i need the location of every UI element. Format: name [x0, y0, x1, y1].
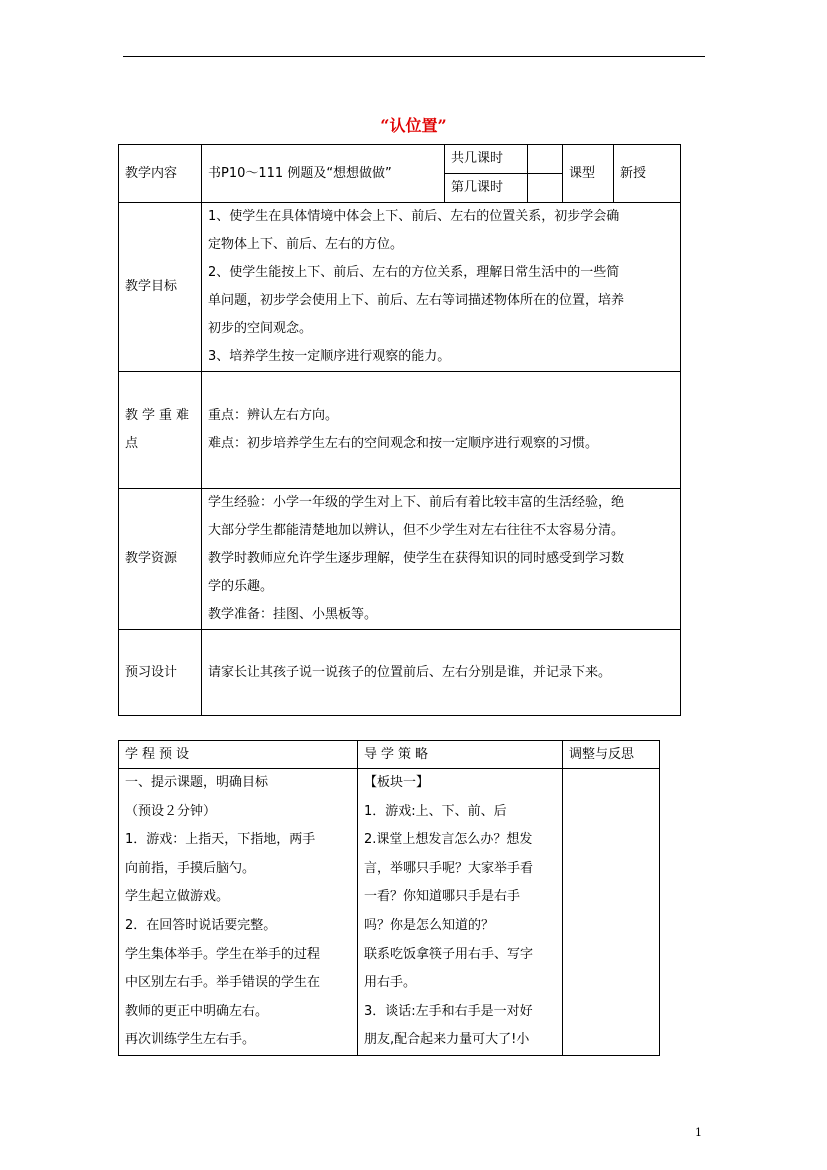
strategy-line: 3．谈话:左手和右手是一对好	[364, 1003, 533, 1019]
lesson-info-table	[118, 144, 681, 716]
type-value: 新授	[614, 145, 681, 203]
goals-line: 定物体上下、前后、左右的方位。	[208, 237, 404, 252]
resources-line: 教学准备：挂图、小黑板等。	[208, 607, 378, 622]
goals-line: 单问题，初步学会使用上下、前后、左右等词描述物体所在的位置，培养	[208, 293, 625, 308]
strategy-line: 联系吃饭拿筷子用右手、写字	[364, 946, 534, 962]
resources-line: 学生经验：小学一年级的学生对上下、前后有着比较丰富的生活经验，绝	[208, 495, 625, 510]
content-label: 教学内容	[119, 145, 202, 203]
learning-plan-cell	[119, 769, 358, 1056]
goals-line: 1、使学生在具体情境中体会上下、前后、左右的位置关系，初步学会确	[208, 209, 620, 224]
type-label: 课型	[563, 145, 614, 203]
page-number: 1	[695, 1126, 702, 1139]
total-hours-value	[528, 145, 563, 174]
resources-line: 教学时教师应允许学生逐步理解，使学生在获得知识的同时感受到学习数	[208, 551, 625, 566]
plan-line: 再次训练学生左右手。	[125, 1032, 256, 1048]
goals-text	[202, 203, 681, 372]
plan-line: 学生起立做游戏。	[125, 889, 230, 905]
page-title: “认位置”	[380, 116, 447, 135]
plan-line: 学生集体举手。学生在举手的过程	[125, 946, 321, 962]
total-hours-label: 共几课时	[445, 145, 528, 174]
header-rule	[123, 56, 705, 57]
preview-label: 预习设计	[119, 630, 202, 716]
content-value: 书P10～111 例题及“想想做做”	[202, 145, 445, 203]
strategy-line: 用右手。	[364, 975, 417, 991]
resources-text	[202, 489, 681, 630]
strategy-line: 言，举哪只手呢？大家举手看	[364, 860, 534, 876]
adjust-reflect-cell	[563, 769, 660, 1056]
plan-line: 一、提示课题，明确目标	[125, 775, 269, 790]
strategy-line: 一看？你知道哪只手是右手	[364, 889, 521, 905]
strategy-line: 1．游戏:上、下、前、后	[364, 803, 507, 819]
plan-line: 向前指，手摸后脑勺。	[125, 860, 256, 876]
header-adjust-reflect: 调整与反思	[563, 741, 660, 769]
key-points-line: 难点：初步培养学生左右的空间观念和按一定顺序进行观察的习惯。	[208, 436, 599, 451]
resources-label: 教学资源	[119, 489, 202, 630]
strategy-line: 2.课堂上想发言怎么办？想发	[364, 832, 533, 848]
goals-line: 3、培养学生按一定顺序进行观察的能力。	[208, 349, 451, 364]
key-points-text	[202, 372, 681, 489]
header-learning-plan: 学程预设	[119, 741, 358, 769]
key-points-label: 教学重难点	[119, 372, 202, 489]
guidance-strategy-cell	[358, 769, 563, 1056]
nth-hour-value	[528, 174, 563, 203]
plan-line: 中区别左右手。举手错误的学生在	[125, 975, 321, 991]
preview-text: 请家长让其孩子说一说孩子的位置前后、左右分别是谁，并记录下来。	[202, 630, 681, 716]
goals-line: 2、使学生能按上下、前后、左右的方位关系，理解日常生活中的一些简	[208, 265, 620, 280]
key-points-line: 重点：辨认左右方向。	[208, 408, 339, 423]
goals-line: 初步的空间观念。	[208, 321, 313, 336]
plan-line: 2．在回答时说话要完整。	[125, 917, 277, 933]
strategy-line: 朋友,配合起来力量可大了!小	[364, 1032, 530, 1048]
plan-line: （预设２分钟）	[125, 803, 217, 819]
goals-label: 教学目标	[119, 203, 202, 372]
header-guidance-strategy: 导学策略	[358, 741, 563, 769]
plan-line: 1．游戏：上指天，下指地，两手	[125, 832, 316, 848]
resources-line: 大部分学生都能清楚地加以辨认，但不少学生对左右往往不太容易分清。	[208, 523, 625, 538]
strategy-line: 吗？你是怎么知道的？	[364, 917, 495, 933]
strategy-line: 【板块一】	[364, 775, 430, 790]
resources-line: 学的乐趣。	[208, 579, 274, 594]
nth-hour-label: 第几课时	[445, 174, 528, 203]
process-table	[118, 740, 660, 1056]
plan-line: 教师的更正中明确左右。	[125, 1003, 269, 1019]
